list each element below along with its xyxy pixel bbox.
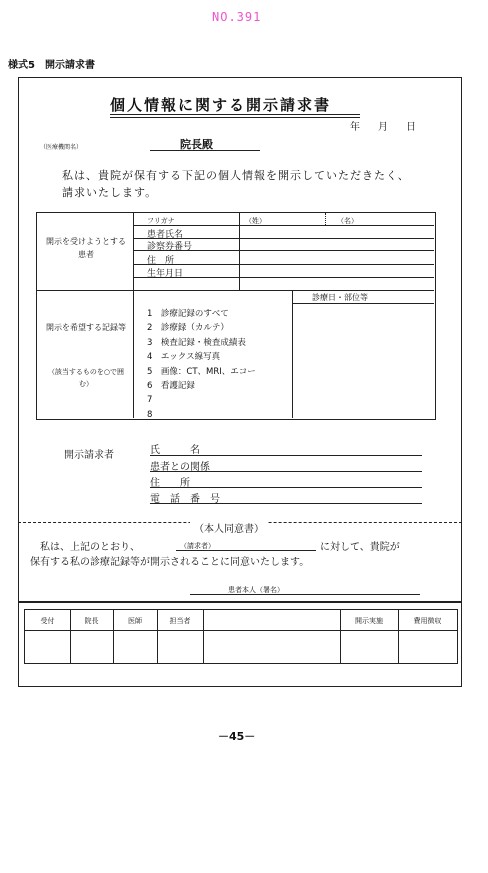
patient-signature-label: 患者本人（署名）: [228, 586, 284, 594]
group-divider: [133, 213, 134, 418]
furigana-label: フリガナ: [147, 217, 175, 225]
requester-phone-label: 電 話 番 号: [150, 494, 220, 505]
records-group-label: 開示を希望する記録等: [46, 323, 126, 332]
patient-signature-line[interactable]: [190, 594, 420, 595]
header-reception: 受付: [40, 617, 55, 625]
consent-line2: 保有する私の診療記録等が開示されることに同意いたします。: [30, 557, 310, 568]
surname-label: （姓）: [245, 217, 266, 225]
consent-heading: （本人同意書）: [190, 520, 268, 535]
row-line: [133, 264, 434, 265]
header-staff: 担当者: [169, 617, 191, 625]
requester-name-label: 氏 名: [150, 445, 200, 456]
given-name-label: （名）: [337, 217, 358, 225]
date-site-header: 診療日・部位等: [312, 293, 368, 302]
header-doctor: 医師: [128, 617, 142, 625]
record-item[interactable]: 1 診療記録のすべて: [147, 309, 229, 319]
record-item[interactable]: 5 画像：CT、MRI、エコー: [147, 366, 256, 377]
office-divider: [18, 601, 462, 603]
row-line: [292, 303, 434, 304]
col-line: [292, 290, 293, 418]
page-number: －45－: [218, 730, 256, 743]
requester-relation-line[interactable]: [150, 471, 422, 472]
records-list: [147, 307, 256, 422]
record-item[interactable]: 4 エックス線写真: [147, 352, 221, 363]
consent-requester-line[interactable]: [176, 550, 316, 551]
record-item[interactable]: 7: [147, 395, 153, 406]
col-line: [239, 213, 240, 290]
patient-section-bottom: [37, 290, 434, 291]
requester-name-line[interactable]: [150, 455, 422, 456]
office-use-table: [24, 609, 458, 664]
request-table: [36, 212, 436, 420]
consent-line1-a: 私は、上記のとおり、: [40, 542, 140, 553]
intro-text: 私は、貴院が保有する下記の個人情報を開示していただきたく、請求いたします。: [62, 169, 410, 199]
row-line: [25, 630, 457, 631]
consent-line1-b: に対して、貴院が: [320, 542, 400, 553]
patient-name-label: 患者氏名: [147, 230, 184, 240]
title-underline-2: [110, 117, 360, 118]
consent-requester-paren: （請求者）: [180, 542, 215, 550]
header-fee: 費用徴収: [413, 617, 442, 625]
requester-address-line[interactable]: [150, 487, 422, 488]
col-line-dotted: [325, 213, 326, 225]
form-label: 様式5 開示請求書: [8, 60, 95, 71]
dob-label: 生年月日: [147, 269, 184, 279]
row-line: [133, 225, 434, 226]
document-number: NO.391: [212, 10, 262, 24]
patient-group-label: 開示を受けようとする患者: [46, 237, 126, 259]
requester-phone-line[interactable]: [150, 503, 422, 504]
header-disclosure: 開示実施: [355, 617, 383, 625]
address-label: 住 所: [147, 256, 175, 266]
card-number-label: 診察券番号: [147, 242, 193, 252]
requester-address-label: 住 所: [150, 478, 190, 489]
col-line: [203, 610, 204, 663]
facility-label: （医療機関名）: [40, 144, 83, 151]
record-item[interactable]: 6 看護記録: [147, 381, 195, 392]
record-item[interactable]: 2 診療録（カルテ）: [147, 323, 229, 334]
title-underline: [110, 114, 360, 115]
director-label: 院長殿: [180, 138, 213, 151]
requester-relation-label: 患者との関係: [150, 462, 210, 473]
date-line: 年 月 日: [350, 122, 420, 133]
record-item[interactable]: 3 検査記録・検査成績表: [147, 337, 246, 348]
header-director: 院長: [84, 617, 99, 625]
record-item[interactable]: 8: [147, 409, 153, 420]
director-underline: [150, 150, 260, 151]
requester-label: 開示請求者: [64, 450, 114, 461]
records-note: （該当するものを○で囲む）: [47, 368, 125, 388]
page-title: 個人情報に関する開示請求書: [110, 96, 332, 114]
